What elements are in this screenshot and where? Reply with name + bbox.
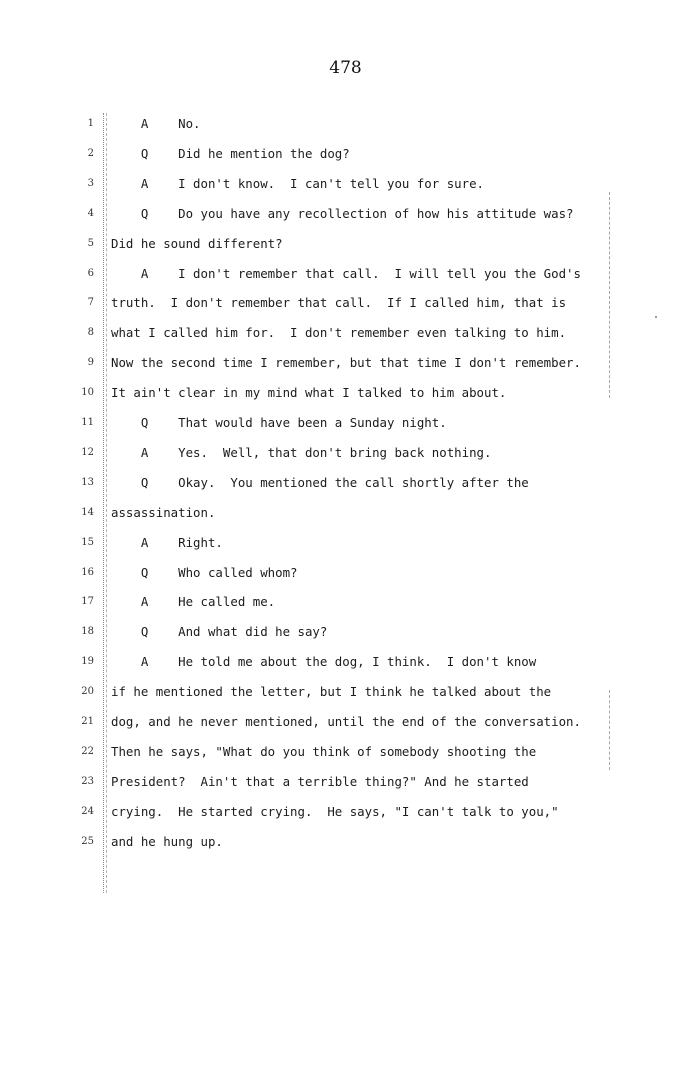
line-text: Q Who called whom? (111, 564, 298, 580)
line-number: 4 (87, 207, 94, 219)
line-text: Did he sound different? (111, 235, 283, 251)
line-number: 21 (81, 716, 94, 727)
line-text: It ain't clear in my mind what I talked to him about. (111, 385, 507, 401)
transcript-line (0, 712, 691, 734)
line-text: A He called me. (111, 594, 276, 610)
transcript-line (0, 802, 691, 824)
transcript-line (0, 174, 691, 196)
line-text: A I don't know. I can't tell you for sure. (111, 175, 484, 191)
line-text: President? Ain't that a terrible thing?" And he started (111, 773, 529, 789)
line-text: truth. I don't remember that call. If I called him, that is (111, 295, 567, 311)
line-text: Q That would have been a Sunday night. (111, 415, 447, 430)
transcript-line (0, 563, 691, 585)
line-number: 23 (81, 775, 94, 787)
line-number: 25 (81, 835, 94, 847)
line-text: crying. He started crying. He says, "I can't talk to you," (111, 803, 559, 819)
line-number: 6 (87, 267, 94, 279)
line-number: 7 (87, 297, 94, 309)
transcript-line (0, 264, 691, 286)
transcript-line (0, 144, 691, 166)
line-number: 8 (87, 327, 94, 339)
transcript-line (0, 682, 691, 704)
line-text: A Yes. Well, that don't bring back nothing. (111, 444, 492, 460)
transcript-line (0, 383, 691, 405)
transcript-line (0, 473, 691, 495)
line-number: 2 (87, 147, 94, 159)
transcript-line (0, 533, 691, 555)
line-number: 15 (81, 536, 94, 548)
transcript-line (0, 622, 691, 644)
transcript-line (0, 293, 691, 315)
line-number: 5 (87, 237, 94, 249)
transcript-line (0, 234, 691, 256)
line-text: A I don't remember that call. I will tell you the God's (111, 265, 581, 281)
line-text: assassination. (111, 504, 216, 520)
transcript-line (0, 592, 691, 614)
line-text: Q Did he mention the dog? (111, 145, 350, 161)
line-number: 14 (81, 506, 94, 518)
line-text: A No. (111, 116, 201, 131)
line-number: 11 (81, 417, 94, 428)
line-text: A Right. (111, 534, 223, 550)
transcript-line (0, 323, 691, 345)
line-number: 9 (87, 357, 94, 369)
line-number: 1 (87, 118, 94, 129)
transcript-line (0, 832, 691, 854)
transcript-line (0, 353, 691, 375)
line-number: 22 (81, 745, 94, 757)
line-number: 3 (87, 177, 94, 189)
line-number: 16 (81, 566, 94, 578)
line-text: Q And what did he say? (111, 624, 328, 640)
line-text: and he hung up. (111, 833, 223, 849)
line-number: 24 (81, 805, 94, 817)
transcript-line (0, 413, 691, 435)
transcript-line (0, 742, 691, 764)
line-number: 19 (81, 656, 94, 668)
transcript-line (0, 772, 691, 794)
line-text: dog, and he never mentioned, until the end of the conversation. (111, 714, 581, 729)
page-number: 478 (329, 58, 362, 78)
line-number: 10 (81, 387, 94, 399)
line-number: 20 (81, 686, 94, 698)
line-text: Now the second time I remember, but that time I don't remember. (111, 355, 581, 371)
line-text: if he mentioned the letter, but I think he talked about the (111, 684, 552, 700)
line-text: Then he says, "What do you think of somebody shooting the (111, 743, 537, 759)
line-text: A He told me about the dog, I think. I don't know (111, 654, 537, 670)
line-number: 17 (81, 596, 94, 608)
transcript-line (0, 503, 691, 525)
line-number: 12 (81, 446, 94, 458)
transcript-line (0, 652, 691, 674)
transcript-line (0, 204, 691, 226)
line-number: 18 (81, 626, 94, 638)
transcript-line (0, 114, 691, 136)
line-text: what I called him for. I don't remember even talking to him. (111, 325, 567, 341)
line-text: Q Okay. You mentioned the call shortly after the (111, 474, 529, 490)
line-number: 13 (81, 476, 94, 488)
line-text: Q Do you have any recollection of how his attitude was? (111, 205, 574, 221)
transcript-line (0, 443, 691, 465)
